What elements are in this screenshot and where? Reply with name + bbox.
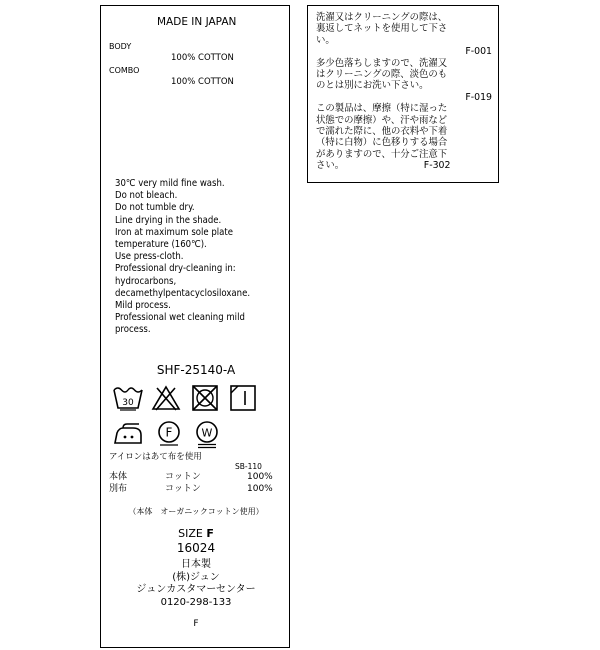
wash-30-icon bbox=[112, 384, 144, 412]
notice-line: さい。 F-302 bbox=[316, 160, 451, 172]
care-line: Use press-cloth. bbox=[115, 251, 184, 263]
no-bleach-icon bbox=[151, 384, 181, 412]
notice-code: F-019 bbox=[465, 91, 492, 103]
customer-center: ジュンカスタマーセンター bbox=[136, 584, 256, 595]
size-label: SIZE bbox=[178, 527, 203, 540]
notice-code: F-001 bbox=[465, 46, 492, 58]
iron-medium-icon bbox=[111, 421, 145, 447]
material-part-2: 別布 bbox=[109, 484, 128, 494]
body-composition: 100% COTTON bbox=[171, 53, 234, 63]
notice-line: はクリーニングの際、淡色のも bbox=[316, 69, 448, 81]
model-code: SHF-25140-A bbox=[156, 363, 236, 377]
care-line: Professional wet cleaning mild bbox=[115, 312, 245, 324]
care-line: Do not tumble dry. bbox=[115, 202, 195, 214]
care-line: Line drying in the shade. bbox=[115, 214, 222, 226]
care-line: Mild process. bbox=[115, 300, 171, 312]
notice-line: 洗濯又はクリーニングの際は、 bbox=[316, 12, 448, 23]
material-percent-2: 100% bbox=[247, 484, 273, 494]
material-name-2: コットン bbox=[165, 484, 201, 494]
care-line: hydrocarbons, bbox=[115, 275, 177, 287]
phone-number: 0120-298-133 bbox=[160, 597, 232, 608]
care-label-main bbox=[100, 5, 290, 648]
notice-line: 裏返してネットを使用して下さ bbox=[316, 23, 448, 35]
care-line: Professional dry-cleaning in: bbox=[115, 263, 236, 275]
notice-line: で濡れた際に、他の衣料や下着 bbox=[316, 126, 448, 138]
care-instructions bbox=[115, 178, 265, 337]
sb-code: SB-110 bbox=[235, 462, 262, 471]
size-value: F bbox=[206, 527, 214, 540]
line-dry-shade-icon bbox=[229, 384, 257, 412]
notice-line: のとは別にお洗い下さい。 bbox=[316, 80, 429, 92]
notice-line: （特に白物）に色移りする場合 bbox=[316, 137, 448, 149]
notice-line: 状態での摩擦）や、汗や雨など bbox=[316, 114, 448, 126]
made-in-japan-jp: 日本製 bbox=[181, 559, 211, 570]
care-line: Do not bleach. bbox=[115, 190, 178, 202]
material-name-1: コットン bbox=[165, 472, 201, 482]
notice-line: 多少色落ちしますので、洗濯又 bbox=[316, 57, 448, 69]
care-line: temperature (160℃). bbox=[115, 239, 207, 251]
body-label: BODY bbox=[109, 42, 132, 51]
notice-line: がありますので、十分ご注意下 bbox=[316, 148, 448, 160]
care-line: Iron at maximum sole plate bbox=[115, 226, 234, 238]
notice-line: い。 bbox=[316, 34, 335, 46]
combo-composition: 100% COTTON bbox=[171, 77, 234, 87]
bottom-code: F bbox=[193, 619, 199, 629]
made-in-text: MADE IN JAPAN bbox=[157, 16, 237, 28]
organic-note: （本体 オーガニックコットン使用） bbox=[128, 507, 264, 516]
wash-temp-text: 30 bbox=[122, 398, 134, 408]
wet-clean-w-icon bbox=[193, 419, 221, 449]
no-tumble-dry-icon bbox=[191, 384, 219, 412]
wet-clean-letter: W bbox=[201, 426, 213, 440]
material-part-1: 本体 bbox=[109, 472, 128, 482]
combo-label: COMBO bbox=[109, 66, 140, 75]
care-line: 30℃ very mild fine wash. bbox=[115, 178, 225, 189]
notice-line: この製品は、摩擦（特に湿った bbox=[316, 103, 448, 115]
size-line bbox=[101, 527, 291, 540]
iron-note: アイロンはあて布を使用 bbox=[109, 452, 202, 462]
care-line: process. bbox=[115, 324, 151, 336]
care-line: decamethylpentacyclosiloxane. bbox=[115, 287, 251, 299]
care-label-notice bbox=[307, 5, 499, 183]
material-percent-1: 100% bbox=[247, 472, 273, 482]
dry-clean-letter: F bbox=[165, 425, 173, 440]
notice-text bbox=[316, 12, 492, 172]
company-name: (株)ジュン bbox=[172, 572, 220, 583]
product-number: 16024 bbox=[176, 541, 216, 555]
dry-clean-f-icon bbox=[155, 419, 183, 447]
